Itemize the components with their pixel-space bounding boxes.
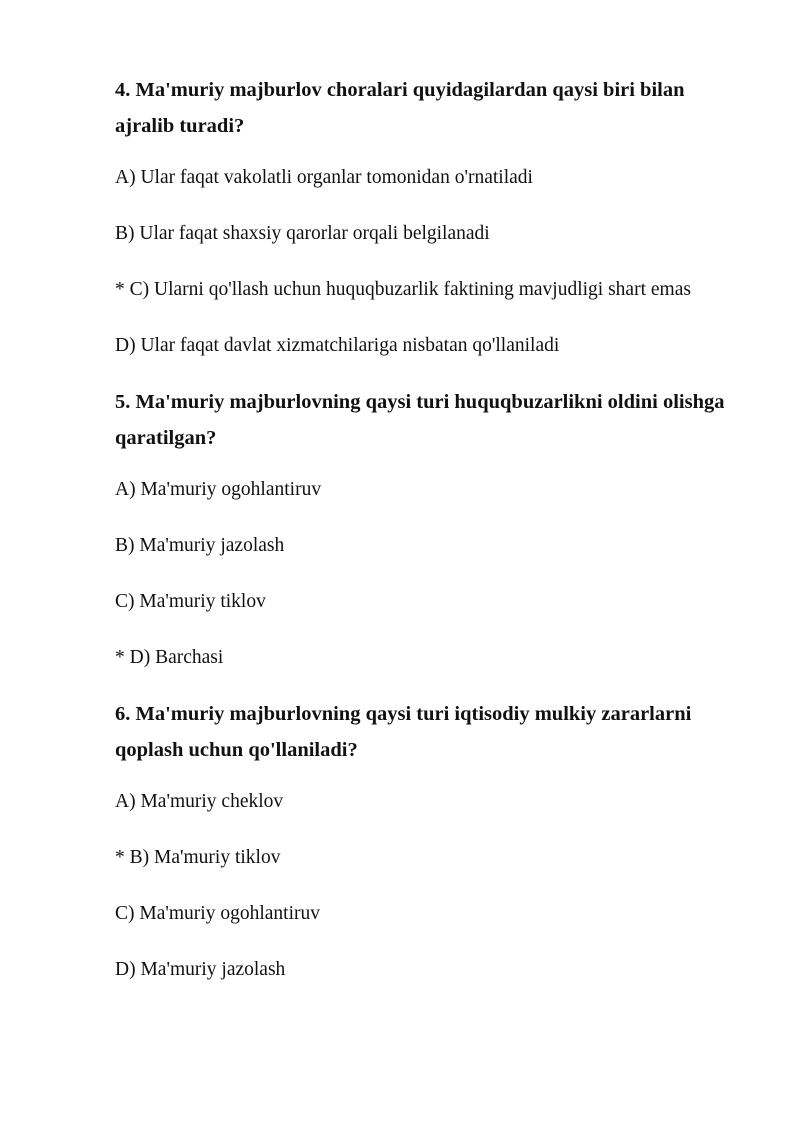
question-4-option-d: D) Ular faqat davlat xizmatchilariga nisbatan qo'llaniladi <box>115 335 560 356</box>
question-4-option-a: A) Ular faqat vakolatli organlar tomonidan o'rnatiladi <box>115 167 533 188</box>
question-5-option-c: C) Ma'muriy tiklov <box>115 591 266 612</box>
question-6-option-b: * B) Ma'muriy tiklov <box>115 847 281 868</box>
question-5-option-b: B) Ma'muriy jazolash <box>115 535 285 556</box>
question-block-6 <box>115 696 735 988</box>
question-block-4 <box>115 72 735 364</box>
question-6-option-d: D) Ma'muriy jazolash <box>115 959 286 980</box>
question-block-5 <box>115 384 735 676</box>
question-5-option-a: A) Ma'muriy ogohlantiruv <box>115 479 322 500</box>
question-6-option-c: C) Ma'muriy ogohlantiruv <box>115 903 320 924</box>
question-6-text: 6. Ma'muriy majburlovning qaysi turi iqtisodiy mulkiy zararlarni qoplash uchun qo'llaniladi? <box>115 703 692 761</box>
question-5-text: 5. Ma'muriy majburlovning qaysi turi huquqbuzarlikni oldini olishga qaratilgan? <box>115 391 725 449</box>
question-6-option-a: A) Ma'muriy cheklov <box>115 791 284 812</box>
document-page <box>115 72 735 1008</box>
question-4-option-c: * C) Ularni qo'llash uchun huquqbuzarlik faktining mavjudligi shart emas <box>115 279 691 300</box>
question-5-option-d: * D) Barchasi <box>115 647 224 668</box>
question-4-text: 4. Ma'muriy majburlov choralari quyidagilardan qaysi biri bilan ajralib turadi? <box>115 79 685 137</box>
question-4-option-b: B) Ular faqat shaxsiy qarorlar orqali belgilanadi <box>115 223 490 244</box>
